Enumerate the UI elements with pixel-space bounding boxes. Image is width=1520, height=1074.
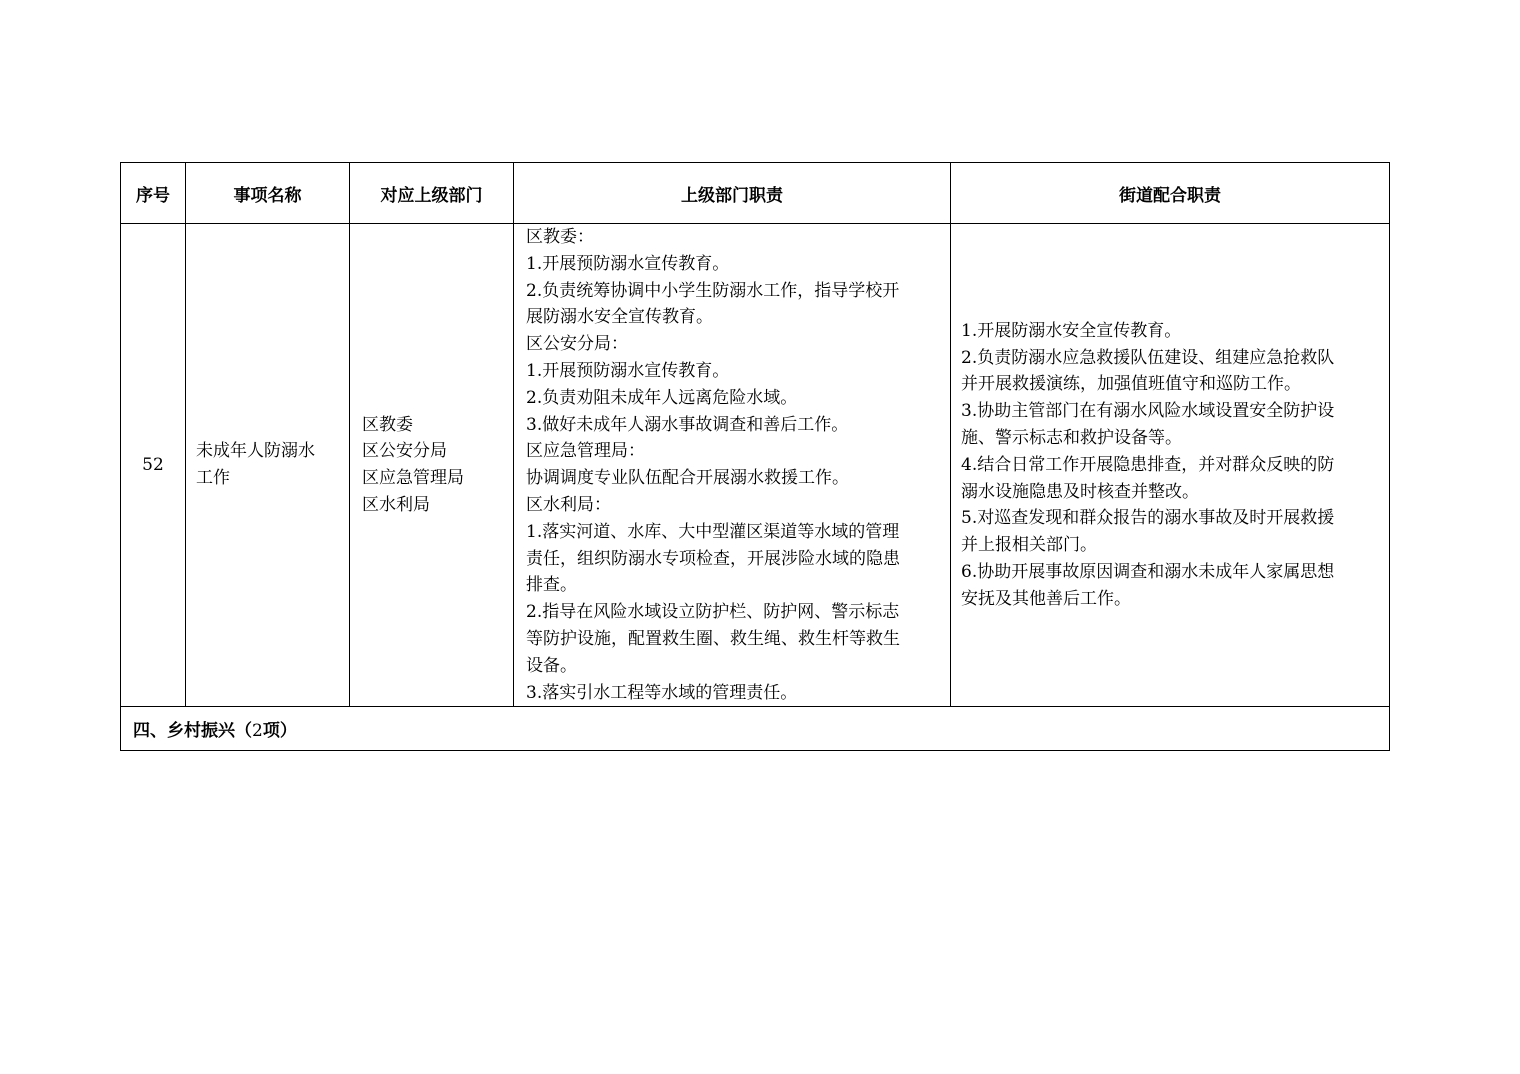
section-heading-count: 2 bbox=[252, 721, 263, 742]
table-header-row bbox=[121, 163, 1390, 224]
dept-line: 区水利局 bbox=[362, 494, 430, 515]
street-duty-line: 溺水设施隐患及时核查并整改。 bbox=[961, 481, 1199, 502]
dept-line: 区应急管理局 bbox=[362, 468, 464, 489]
section-heading bbox=[121, 707, 1390, 751]
street-duty-line: 2.负责防溺水应急救援队伍建设、组建应急抢救队 bbox=[961, 347, 1335, 368]
upper-duty-line: 展防溺水安全宣传教育。 bbox=[526, 307, 713, 328]
upper-duty-line: 1.开展预防溺水宣传教育。 bbox=[526, 253, 730, 274]
upper-duty-line: 区公安分局： bbox=[526, 334, 628, 355]
header-upper-dept: 对应上级部门 bbox=[350, 163, 514, 224]
section-heading-suffix: 项） bbox=[262, 721, 297, 742]
cell-upper-dept bbox=[350, 224, 514, 707]
upper-duty-line: 1.落实河道、水库、大中型灌区渠道等水域的管理 bbox=[526, 521, 900, 542]
dept-line: 区公安分局 bbox=[362, 441, 447, 462]
header-item-name: 事项名称 bbox=[186, 163, 350, 224]
street-duty-line: 1.开展防溺水安全宣传教育。 bbox=[961, 320, 1182, 341]
upper-duty-line: 3.做好未成年人溺水事故调查和善后工作。 bbox=[526, 414, 849, 435]
cell-street-duties bbox=[951, 224, 1390, 707]
street-duty-line: 并上报相关部门。 bbox=[961, 535, 1097, 556]
upper-duty-line: 2.负责统筹协调中小学生防溺水工作，指导学校开 bbox=[526, 280, 900, 301]
upper-duty-line: 3.落实引水工程等水域的管理责任。 bbox=[526, 682, 798, 703]
cell-upper-duties bbox=[514, 224, 951, 707]
dept-line: 区教委 bbox=[362, 414, 413, 435]
upper-duty-line: 等防护设施，配置救生圈、救生绳、救生杆等救生 bbox=[526, 628, 900, 649]
street-duty-line: 4.结合日常工作开展隐患排查，并对群众反映的防 bbox=[961, 454, 1335, 475]
duty-table bbox=[120, 162, 1390, 751]
upper-duty-line: 2.负责劝阻未成年人远离危险水域。 bbox=[526, 387, 798, 408]
upper-duty-line: 责任，组织防溺水专项检查，开展涉险水域的隐患 bbox=[526, 548, 900, 569]
upper-duty-line: 1.开展预防溺水宣传教育。 bbox=[526, 360, 730, 381]
header-upper-duties: 上级部门职责 bbox=[514, 163, 951, 224]
street-duty-line: 5.对巡查发现和群众报告的溺水事故及时开展救援 bbox=[961, 508, 1335, 529]
upper-duty-line: 设备。 bbox=[526, 655, 577, 676]
header-street-duties: 街道配合职责 bbox=[951, 163, 1390, 224]
cell-item-name bbox=[186, 224, 350, 707]
street-duty-line: 6.协助开展事故原因调查和溺水未成年人家属思想 bbox=[961, 561, 1335, 582]
item-name-line: 工作 bbox=[196, 468, 230, 489]
upper-duty-line: 排查。 bbox=[526, 575, 577, 596]
item-name-line: 未成年人防溺水 bbox=[196, 441, 315, 462]
section-heading-prefix: 四、乡村振兴（ bbox=[133, 721, 252, 742]
street-duty-line: 安抚及其他善后工作。 bbox=[961, 588, 1131, 609]
street-duty-line: 并开展救援演练，加强值班值守和巡防工作。 bbox=[961, 374, 1301, 395]
upper-duty-line: 区教委： bbox=[526, 227, 594, 247]
upper-duty-line: 区水利局： bbox=[526, 494, 611, 515]
street-duty-line: 3.协助主管部门在有溺水风险水域设置安全防护设 bbox=[961, 401, 1335, 422]
header-seq: 序号 bbox=[121, 163, 186, 224]
upper-duty-line: 区应急管理局： bbox=[526, 441, 645, 462]
cell-seq: 52 bbox=[121, 224, 186, 707]
street-duty-line: 施、警示标志和救护设备等。 bbox=[961, 427, 1182, 448]
upper-duty-line: 协调调度专业队伍配合开展溺水救援工作。 bbox=[526, 468, 849, 489]
upper-duty-line: 2.指导在风险水域设立防护栏、防护网、警示标志 bbox=[526, 602, 900, 623]
table-row bbox=[121, 224, 1390, 707]
section-heading-row bbox=[121, 707, 1390, 751]
